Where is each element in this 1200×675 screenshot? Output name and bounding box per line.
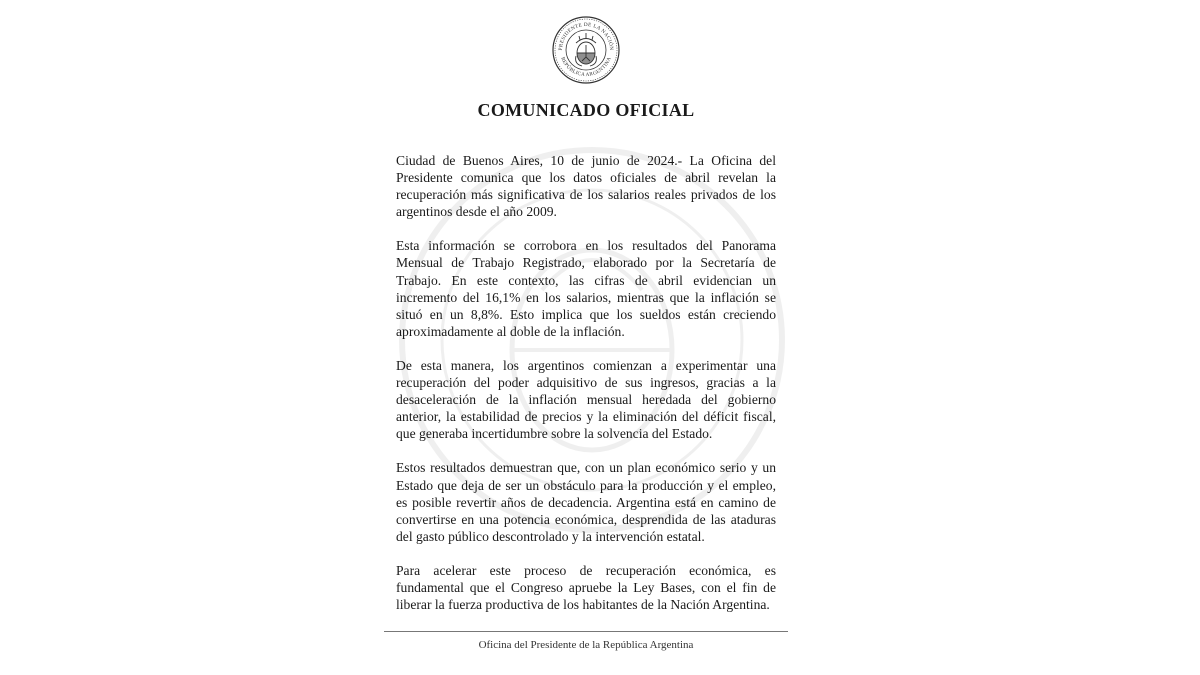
- paragraph-4: Estos resultados demuestran que, con un plan económico serio y un Estado que deja de ser un obstáculo para la producción y el empleo, es posible revertir años de decadencia. Argentina está en camino de convertirse en una potencia económica, desprendida de las ataduras del gasto público descontrolado y la intervención estatal.: [396, 460, 776, 544]
- document-body: [396, 152, 776, 630]
- paragraph-2: Esta información se corrobora en los resultados del Panorama Mensual de Trabajo Registrado, elaborado por la Secretaría de Trabajo. En este contexto, las cifras de abril evidencian un incremento del 16,1% en los salarios, mientras que la inflación se situó en un 8,8%. Esto implica que los sueldos están creciendo aproximadamente al doble de la inflación.: [396, 238, 776, 339]
- footer-text: Oficina del Presidente de la República Argentina: [478, 639, 694, 651]
- paragraph-5: Para acelerar este proceso de recuperación económica, es fundamental que el Congreso apruebe la Ley Bases, con el fin de liberar la fuerza productiva de los habitantes de la Nación Argentina.: [396, 562, 776, 613]
- paragraph-1: Ciudad de Buenos Aires, 10 de junio de 2024.- La Oficina del Presidente comunica que los datos oficiales de abril revelan la recuperación más significativa de los salarios reales privados de los argentinos desde el año 2009.: [396, 153, 776, 220]
- footer-divider: [384, 631, 788, 632]
- seal-text-top: PRESIDENTE DE LA NACIÓN: [557, 21, 615, 51]
- seal-text-bottom: REPÚBLICA ARGENTINA: [559, 56, 613, 79]
- paragraph-3: De esta manera, los argentinos comienzan a experimentar una recuperación del poder adquisitivo de sus ingresos, gracias a la desaceleración de la inflación mensual heredada del gobierno anterior, la estabilidad de precios y la eliminación del déficit fiscal, que generaba incertidumbre sobre la solvencia del Estado.: [396, 357, 776, 442]
- page-title: COMUNICADO OFICIAL: [477, 100, 695, 120]
- presidential-seal-icon: [552, 16, 620, 84]
